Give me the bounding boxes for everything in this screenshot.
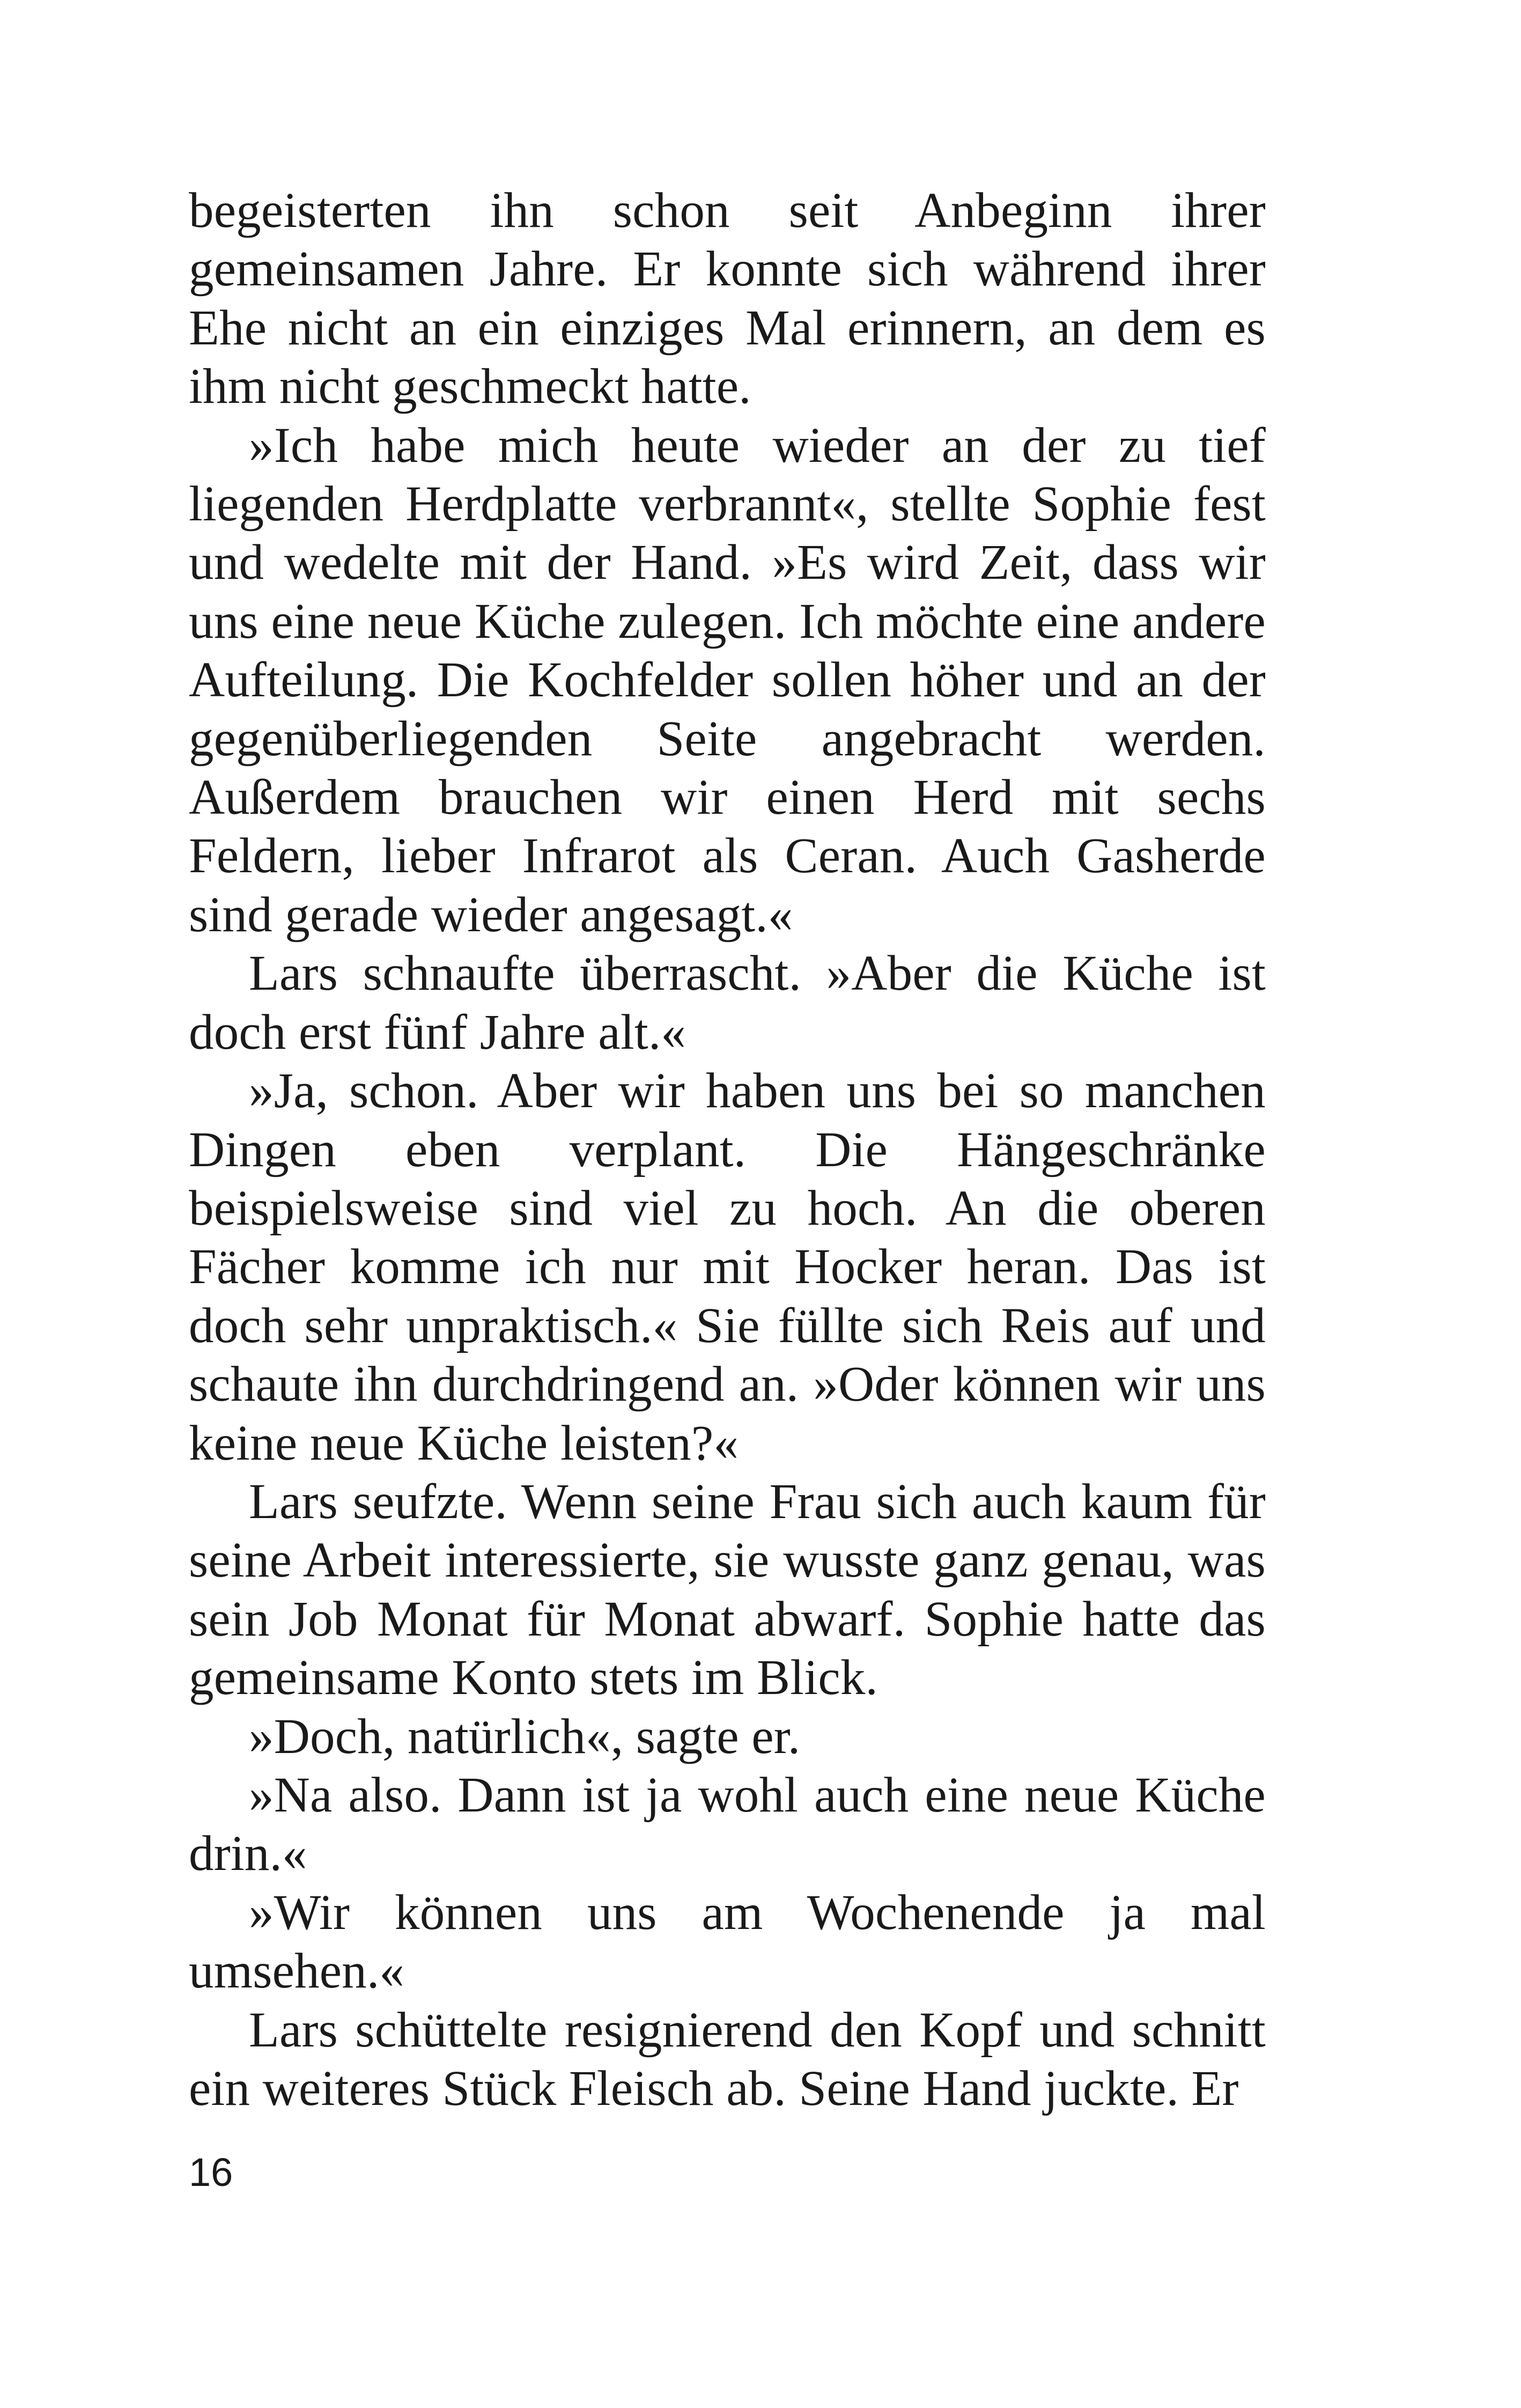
page-number: 16 bbox=[189, 2150, 233, 2195]
paragraph: »Ja, schon. Aber wir haben uns bei so manchen Dingen eben verplant. Die Hängeschränke beispielsweise sind viel zu hoch. An die oberen Fächer komme ich nur mit Hocker heran. Das ist doch sehr unpraktisch.« Sie füllte sich Reis auf und schaute ihn durchdringend an. »Oder können wir uns keine neue Küche leisten?« bbox=[189, 1063, 1266, 1471]
paragraph: »Wir können uns am Wochenende ja mal umsehen.« bbox=[189, 1884, 1266, 1999]
paragraph: »Doch, natürlich«, sagte er. bbox=[249, 1709, 801, 1764]
paragraph: begeisterten ihn schon seit Anbeginn ihrer gemeinsamen Jahre. Er konnte sich während ihrer Ehe nicht an ein einziges Mal erinnern, an dem es ihm nicht geschmeckt hatte. bbox=[189, 183, 1266, 415]
paragraph: Lars schnaufte überrascht. »Aber die Küche ist doch erst fünf Jahre alt.« bbox=[189, 946, 1266, 1060]
paragraph: »Na also. Dann ist ja wohl auch eine neue Küche drin.« bbox=[189, 1767, 1266, 1882]
paragraph: Lars schüttelte resignierend den Kopf und schnitt ein weiteres Stück Fleisch ab. Seine Hand juckte. Er bbox=[189, 2002, 1266, 2116]
paragraph: »Ich habe mich heute wieder an der zu tief liegenden Herdplatte verbrannt«, stellte Sophie fest und wedelte mit der Hand. »Es wird Zeit, dass wir uns eine neue Küche zulegen. Ich möchte eine andere Aufteilung. Die Kochfelder sollen höher und an der gegenüberliegenden Seite angebracht werden. Außerdem brauchen wir einen Herd mit sechs Feldern, lieber Infrarot als Ceran. Auch Gasherde sind gerade wieder angesagt.« bbox=[189, 417, 1266, 942]
paragraph: Lars seufzte. Wenn seine Frau sich auch kaum für seine Arbeit interessierte, sie wusste ganz genau, was sein Job Monat für Monat abwarf. Sophie hatte das gemeinsame Konto stets im Blick. bbox=[189, 1474, 1266, 1706]
body-text bbox=[189, 181, 1266, 2118]
